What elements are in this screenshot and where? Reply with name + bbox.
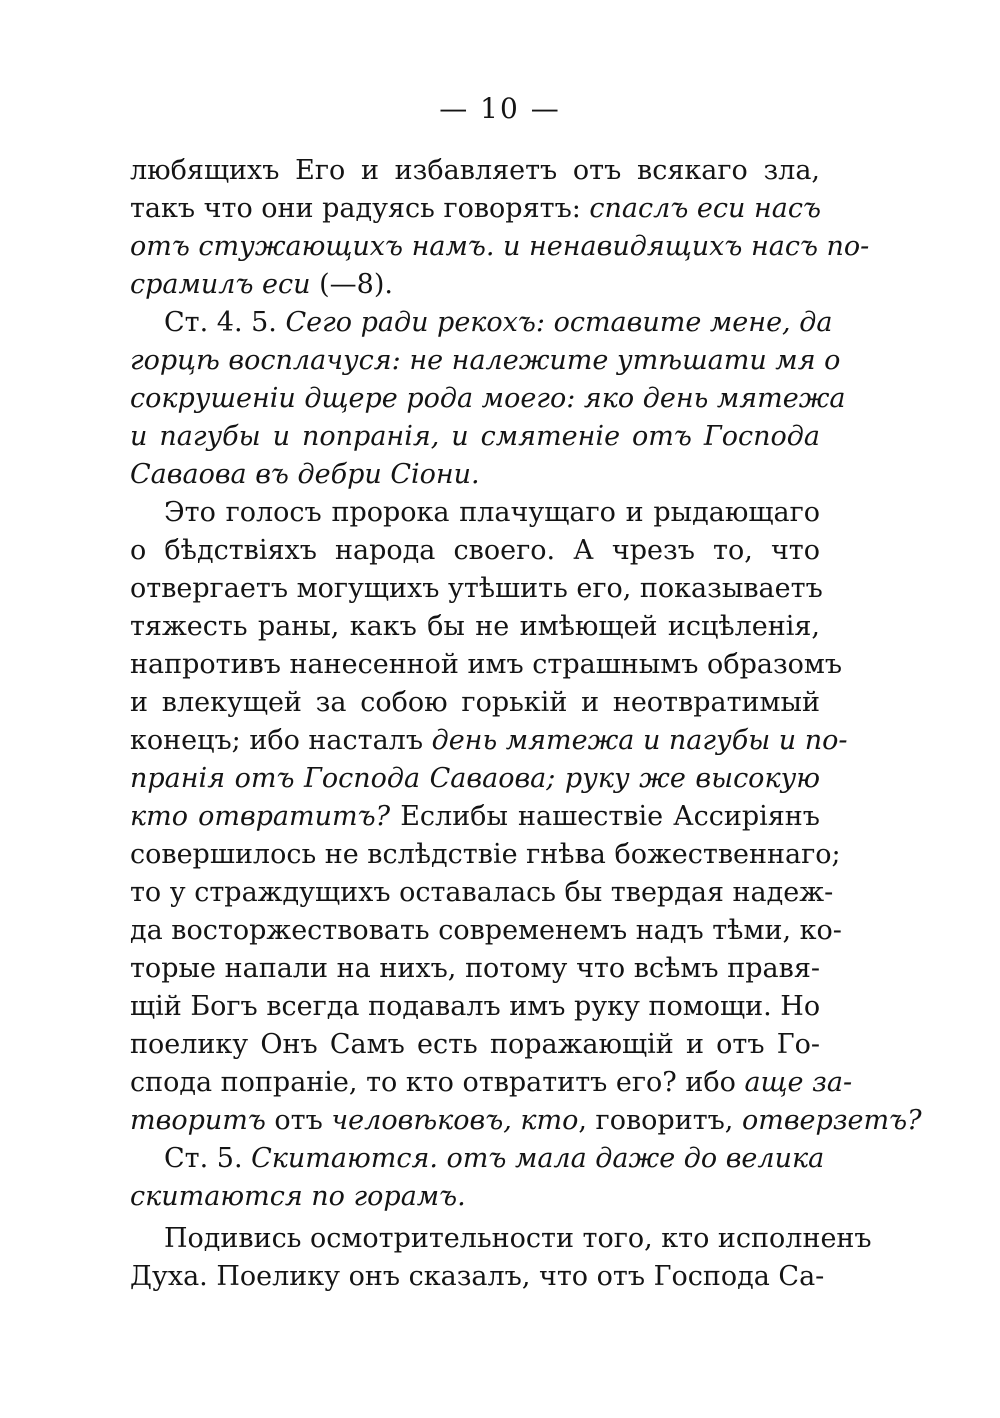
text-segment: , говоритъ, <box>578 1105 742 1136</box>
text-segment: отъ <box>265 1105 332 1136</box>
text-line <box>130 380 846 418</box>
text-line <box>130 1258 825 1296</box>
italic-quotation: срамилъ еси <box>130 269 311 300</box>
text-line <box>130 456 820 494</box>
page-text <box>130 152 922 1296</box>
italic-quotation: человѣковъ, кто <box>331 1105 579 1136</box>
italic-quotation: и пагубы и попранія, и смятеніе отъ Господа <box>130 421 820 452</box>
text-line <box>130 494 820 532</box>
text-line <box>130 228 870 266</box>
text-segment: торые напали на нихъ, потому что всѣмъ правя- <box>130 953 820 984</box>
text-segment: Ст. 5. <box>164 1143 252 1174</box>
text-segment: конецъ; ибо насталъ <box>130 725 432 756</box>
text-line <box>130 1064 853 1102</box>
text-segment: совершилось не вслѣдствіе гнѣва божественнаго; <box>130 839 841 870</box>
text-line <box>130 152 820 190</box>
text-segment: Еслибы нашествіе Ассиріянъ <box>390 801 820 832</box>
text-segment: Подивись осмотрительности того, кто исполненъ <box>164 1223 872 1254</box>
italic-quotation: отверзетъ? <box>741 1105 922 1136</box>
italic-quotation: Саваова въ дебри Сіони. <box>130 459 480 490</box>
italic-quotation: аще за- <box>744 1067 853 1098</box>
text-line <box>130 418 820 456</box>
text-line <box>130 190 820 228</box>
italic-quotation: кто отвратитъ? <box>130 801 391 832</box>
text-line <box>130 570 823 608</box>
italic-quotation: Сего ради рекохъ: оставите мене, да <box>285 307 833 338</box>
text-segment: такъ что они радуясь говорятъ: <box>130 193 590 224</box>
text-line <box>130 608 820 646</box>
text-segment: то у страждущихъ оставалась бы твердая надеж- <box>130 877 834 908</box>
text-segment: и влекущей за собою горькій и неотвратимый <box>130 687 820 718</box>
text-segment: отвергаетъ могущихъ утѣшить его, показываетъ <box>130 573 823 604</box>
text-line <box>130 1026 820 1064</box>
text-line <box>130 722 848 760</box>
text-line <box>130 798 820 836</box>
text-segment: Ст. 4. 5. <box>164 307 286 338</box>
text-line <box>130 874 834 912</box>
text-segment: (—8). <box>310 269 393 300</box>
text-line <box>130 988 820 1026</box>
text-line <box>130 836 841 874</box>
text-line <box>130 912 842 950</box>
text-line <box>130 1220 872 1258</box>
text-segment: спода попраніе, то кто отвратитъ его? ибо <box>130 1067 745 1098</box>
text-segment: поелику Онъ Самъ есть поражающій и отъ Го- <box>130 1029 820 1060</box>
text-segment: любящихъ Его и избавляетъ отъ всякаго зла, <box>130 155 820 186</box>
text-segment: да восторжествовать современемъ надъ тѣми, ко- <box>130 915 842 946</box>
text-line <box>130 684 820 722</box>
italic-quotation: сокрушеніи дщере рода моего: яко день мятежа <box>130 383 846 414</box>
italic-quotation: день мятежа и пагубы и по- <box>431 725 848 756</box>
text-line <box>130 532 820 570</box>
text-segment: Это голосъ пророка плачущаго и рыдающаго <box>164 497 820 528</box>
text-line <box>130 646 843 684</box>
text-line <box>130 760 820 798</box>
text-line <box>130 342 841 380</box>
text-segment: о бѣдствіяхъ народа своего. А чрезъ то, что <box>130 535 820 566</box>
italic-quotation: Скитаются. отъ мала даже до велика <box>251 1143 825 1174</box>
italic-quotation: горцѣ восплачуся: не належите утѣшати мя о <box>130 345 841 376</box>
page-number: — 10 — <box>439 92 561 125</box>
italic-quotation: спаслъ еси насъ <box>589 193 821 224</box>
text-line <box>130 1140 825 1178</box>
italic-quotation: скитаются по горамъ. <box>130 1181 466 1212</box>
text-line <box>130 1178 820 1216</box>
text-segment: Духа. Поелику онъ сказалъ, что отъ Господа Са- <box>130 1261 825 1292</box>
italic-quotation: пранія отъ Господа Саваова; руку же высокую <box>130 763 820 794</box>
italic-quotation: творитъ <box>130 1105 266 1136</box>
text-segment: напротивъ нанесенной имъ страшнымъ образомъ <box>130 649 843 680</box>
text-segment: щій Богъ всегда подавалъ имъ руку помощи. Но <box>130 991 821 1022</box>
text-line <box>130 266 820 304</box>
italic-quotation: отъ стужающихъ намъ. и ненавидящихъ насъ по- <box>130 231 870 262</box>
text-line <box>130 1102 922 1140</box>
text-segment: тяжесть раны, какъ бы не имѣющей исцѣленія, <box>130 611 820 642</box>
text-line <box>130 950 820 988</box>
text-line <box>130 304 833 342</box>
